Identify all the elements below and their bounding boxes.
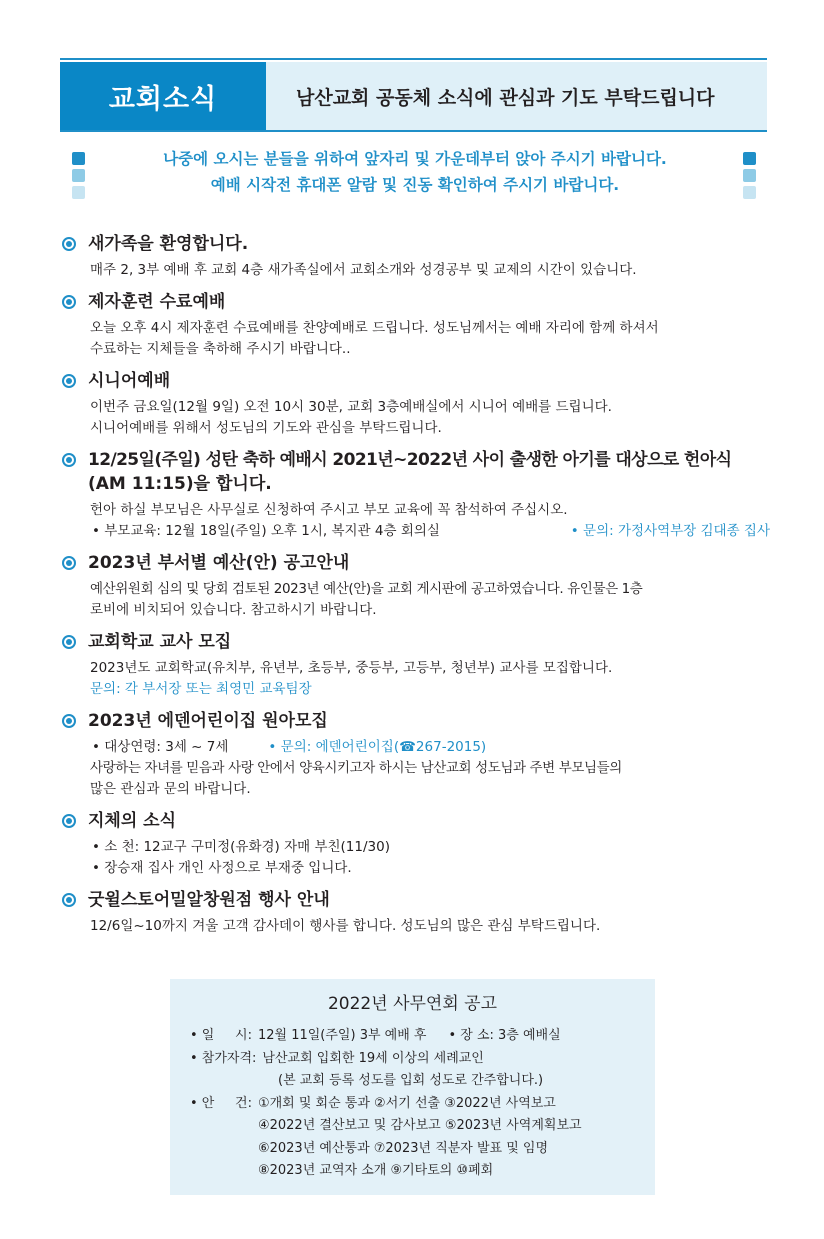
- news-item: [60, 369, 770, 439]
- contact-info: 문의: 각 부서장 또는 최영민 교육팀장: [90, 681, 312, 697]
- news-text: 시니어예배를 위해서 성도님의 기도와 관심을 부탁드립니다.: [90, 420, 442, 436]
- news-text: • 장승재 집사 개인 사정으로 부재중 입니다.: [92, 860, 352, 876]
- agenda-line: ④2022년 결산보고 및 감사보고 ⑤2023년 사역계획보고: [257, 1118, 582, 1133]
- notice-text: [70, 146, 760, 198]
- news-item: [60, 551, 770, 621]
- header-top-rule: [60, 58, 767, 60]
- circle-bullet-icon: [62, 237, 76, 251]
- news-title: 2023년 에덴어린이집 원아모집: [88, 711, 328, 731]
- news-text: 2023년도 교회학교(유치부, 유년부, 초등부, 중등부, 고등부, 청년부) 교사를 모집합니다.: [90, 660, 613, 676]
- circle-bullet-icon: [62, 295, 76, 309]
- place-info: • 장 소: 3층 예배실: [448, 1028, 561, 1043]
- circle-bullet-icon: [62, 453, 76, 467]
- news-sections: [60, 232, 770, 946]
- section-tag: 교회소식: [60, 62, 266, 130]
- news-title: 굿윌스토어밀알창원점 행사 안내: [88, 890, 330, 910]
- news-title: 2023년 부서별 예산(안) 공고안내: [88, 553, 350, 573]
- news-title-cont: (AM 11:15)을 합니다.: [88, 474, 272, 494]
- news-title: 새가족을 환영합니다.: [88, 234, 249, 254]
- announcement-title: 2022년 사무연회 공고: [327, 994, 498, 1014]
- qualification-label: • 참가자격:: [190, 1050, 257, 1066]
- news-title: 12/25일(주일) 성탄 축하 예배시 2021년~2022년 사이 출생한 아기를 대상으로 헌아식: [88, 450, 732, 470]
- circle-bullet-icon: [62, 893, 76, 907]
- parent-education-info: • 부모교육: 12월 18일(주일) 오후 1시, 복지관 4층 회의실: [92, 523, 440, 539]
- section-header: [60, 62, 767, 132]
- agenda-list: [258, 1093, 582, 1183]
- notice-line-1: 나중에 오시는 분들을 위하여 앞자리 및 가운데부터 앉아 주시기 바랍니다.: [163, 150, 667, 168]
- news-text: 예산위원회 심의 및 당회 검토된 2023년 예산(안)을 교회 게시판에 공고하였습니다. 유인물은 1층: [90, 581, 643, 597]
- date-value: 12월 11일(주일) 3부 예배 후: [257, 1028, 427, 1043]
- news-title: 교회학교 교사 모집: [88, 632, 232, 652]
- circle-bullet-icon: [62, 635, 76, 649]
- news-title: 지체의 소식: [88, 811, 177, 831]
- date-label: • 일 시:: [190, 1028, 252, 1043]
- news-text: 많은 관심과 문의 바랍니다.: [90, 781, 251, 797]
- contact-info: • 문의: 에덴어린이집(☎267-2015): [268, 739, 487, 755]
- agenda-line: ①개회 및 회순 통과 ②서기 선출 ③2022년 사역보고: [257, 1095, 556, 1111]
- section-subtitle: 남산교회 공동체 소식에 관심과 기도 부탁드립니다: [266, 62, 767, 130]
- news-title: 시니어예배: [88, 371, 171, 391]
- news-item: [60, 232, 770, 281]
- news-item: [60, 290, 770, 360]
- notice-banner: [70, 146, 760, 206]
- agenda-label: • 안 건:: [190, 1095, 252, 1111]
- news-item: [60, 448, 770, 542]
- circle-bullet-icon: [62, 556, 76, 570]
- news-item: [60, 630, 770, 700]
- age-info: • 대상연령: 3세 ~ 7세: [92, 739, 229, 755]
- news-text: 12/6일~10까지 겨울 고객 감사데이 행사를 합니다. 성도님의 많은 관심 부탁드립니다.: [90, 918, 601, 934]
- news-item: [60, 888, 770, 937]
- news-item: [60, 709, 770, 800]
- circle-bullet-icon: [62, 714, 76, 728]
- news-text: 오늘 오후 4시 제자훈련 수료예배를 찬양예배로 드립니다. 성도님께서는 예배 자리에 함께 하셔서: [90, 320, 659, 336]
- notice-line-2: 예배 시작전 휴대폰 알람 및 진동 확인하여 주시기 바랍니다.: [210, 176, 620, 194]
- news-text: 이번주 금요일(12월 9일) 오전 10시 30분, 교회 3층예배실에서 시니어 예배를 드립니다.: [90, 399, 612, 415]
- news-text: 사랑하는 자녀를 믿음과 사랑 안에서 양육시키고자 하시는 남산교회 성도님과 주변 부모님들의: [90, 760, 622, 776]
- agenda-line: ⑧2023년 교역자 소개 ⑨기타토의 ⑩폐회: [257, 1163, 494, 1178]
- qualification-value: 남산교회 입회한 19세 이상의 세례교인: [262, 1050, 484, 1066]
- contact-info: • 문의: 가정사역부장 김대종 집사: [570, 523, 770, 539]
- news-text: 헌아 하실 부모님은 사무실로 신청하여 주시고 부모 교육에 꼭 참석하여 주십시오.: [90, 502, 568, 518]
- circle-bullet-icon: [62, 814, 76, 828]
- qualification-note: (본 교회 등록 성도를 입회 성도로 간주합니다.): [278, 1073, 544, 1088]
- announcement-box: [170, 979, 655, 1195]
- agenda-line: ⑥2023년 예산통과 ⑦2023년 직분자 발표 및 임명: [257, 1140, 549, 1156]
- news-title: 제자훈련 수료예배: [88, 292, 226, 312]
- news-item: [60, 809, 770, 879]
- news-text: 매주 2, 3부 예배 후 교회 4층 새가족실에서 교회소개와 성경공부 및 교제의 시간이 있습니다.: [90, 262, 637, 278]
- news-text: 로비에 비치되어 있습니다. 참고하시기 바랍니다.: [90, 602, 377, 618]
- news-text: 수료하는 지체들을 축하해 주시기 바랍니다..: [90, 341, 351, 357]
- news-text: • 소 천: 12교구 구미정(유화경) 자매 부친(11/30): [92, 839, 390, 855]
- circle-bullet-icon: [62, 374, 76, 388]
